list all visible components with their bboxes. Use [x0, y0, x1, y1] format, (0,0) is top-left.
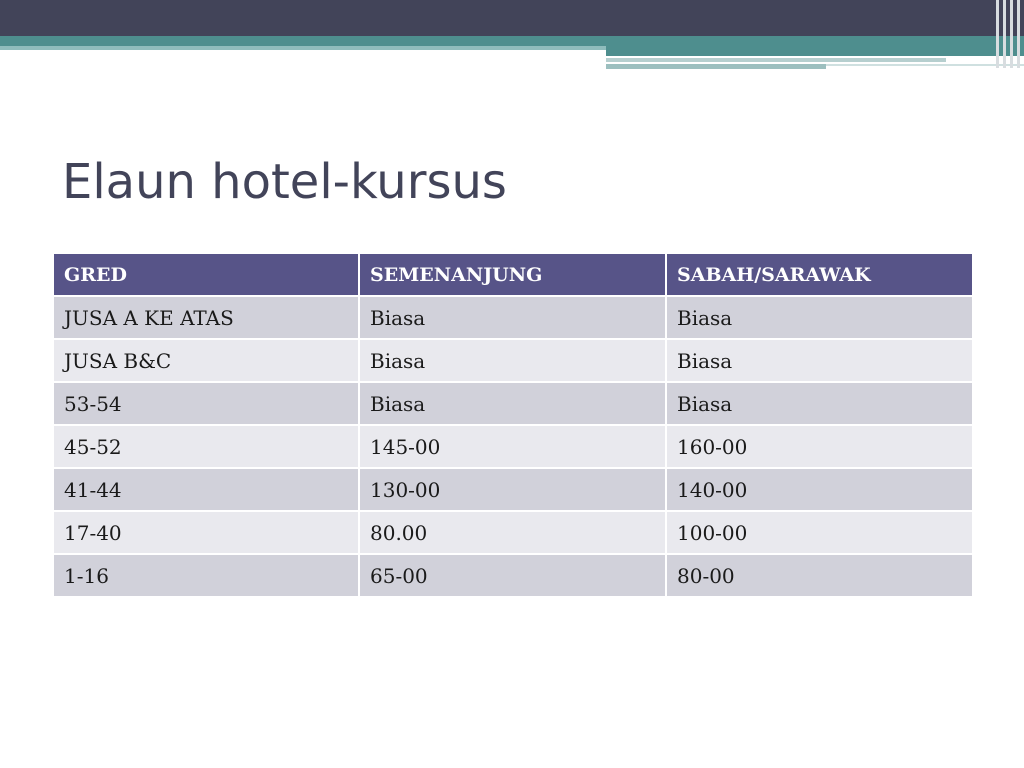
table-row	[53, 511, 973, 554]
table-cell-semenanjung: Biasa	[359, 382, 666, 425]
table-cell-sabah-sarawak: 160-00	[666, 425, 973, 468]
table-cell-sabah-sarawak: Biasa	[666, 382, 973, 425]
table-cell-semenanjung: Biasa	[359, 296, 666, 339]
table-cell-semenanjung: 145-00	[359, 425, 666, 468]
table-row	[53, 382, 973, 425]
table-cell-sabah-sarawak: 100-00	[666, 511, 973, 554]
table-cell-sabah-sarawak: Biasa	[666, 296, 973, 339]
table-cell-gred: 45-52	[53, 425, 359, 468]
table-row	[53, 554, 973, 597]
header-stripes-decoration	[994, 0, 1024, 68]
table-cell-sabah-sarawak: 140-00	[666, 468, 973, 511]
column-header-sabah-sarawak: SABAH/SARAWAK	[666, 253, 973, 296]
table-cell-semenanjung: 130-00	[359, 468, 666, 511]
header-bar-teal	[0, 36, 1024, 46]
table-row	[53, 468, 973, 511]
table-cell-gred: JUSA B&C	[53, 339, 359, 382]
table-cell-sabah-sarawak: Biasa	[666, 339, 973, 382]
header-bar-step	[606, 64, 826, 69]
table-cell-gred: 53-54	[53, 382, 359, 425]
allowance-table	[52, 252, 974, 598]
table-cell-gred: JUSA A KE ATAS	[53, 296, 359, 339]
table-cell-semenanjung: 80.00	[359, 511, 666, 554]
table-cell-semenanjung: Biasa	[359, 339, 666, 382]
header-bar-dark	[0, 0, 1024, 36]
table-row	[53, 425, 973, 468]
table-row	[53, 296, 973, 339]
table-row	[53, 339, 973, 382]
header-bar-step	[606, 46, 1024, 56]
header-bar-step	[606, 58, 946, 62]
table-cell-gred: 41-44	[53, 468, 359, 511]
table-cell-sabah-sarawak: 80-00	[666, 554, 973, 597]
table-cell-semenanjung: 65-00	[359, 554, 666, 597]
slide-title: Elaun hotel-kursus	[62, 154, 507, 210]
column-header-semenanjung: SEMENANJUNG	[359, 253, 666, 296]
header-bar-teal-light	[0, 46, 606, 50]
table-cell-gred: 17-40	[53, 511, 359, 554]
column-header-gred: GRED	[53, 253, 359, 296]
table-cell-gred: 1-16	[53, 554, 359, 597]
table-header-row	[53, 253, 973, 296]
